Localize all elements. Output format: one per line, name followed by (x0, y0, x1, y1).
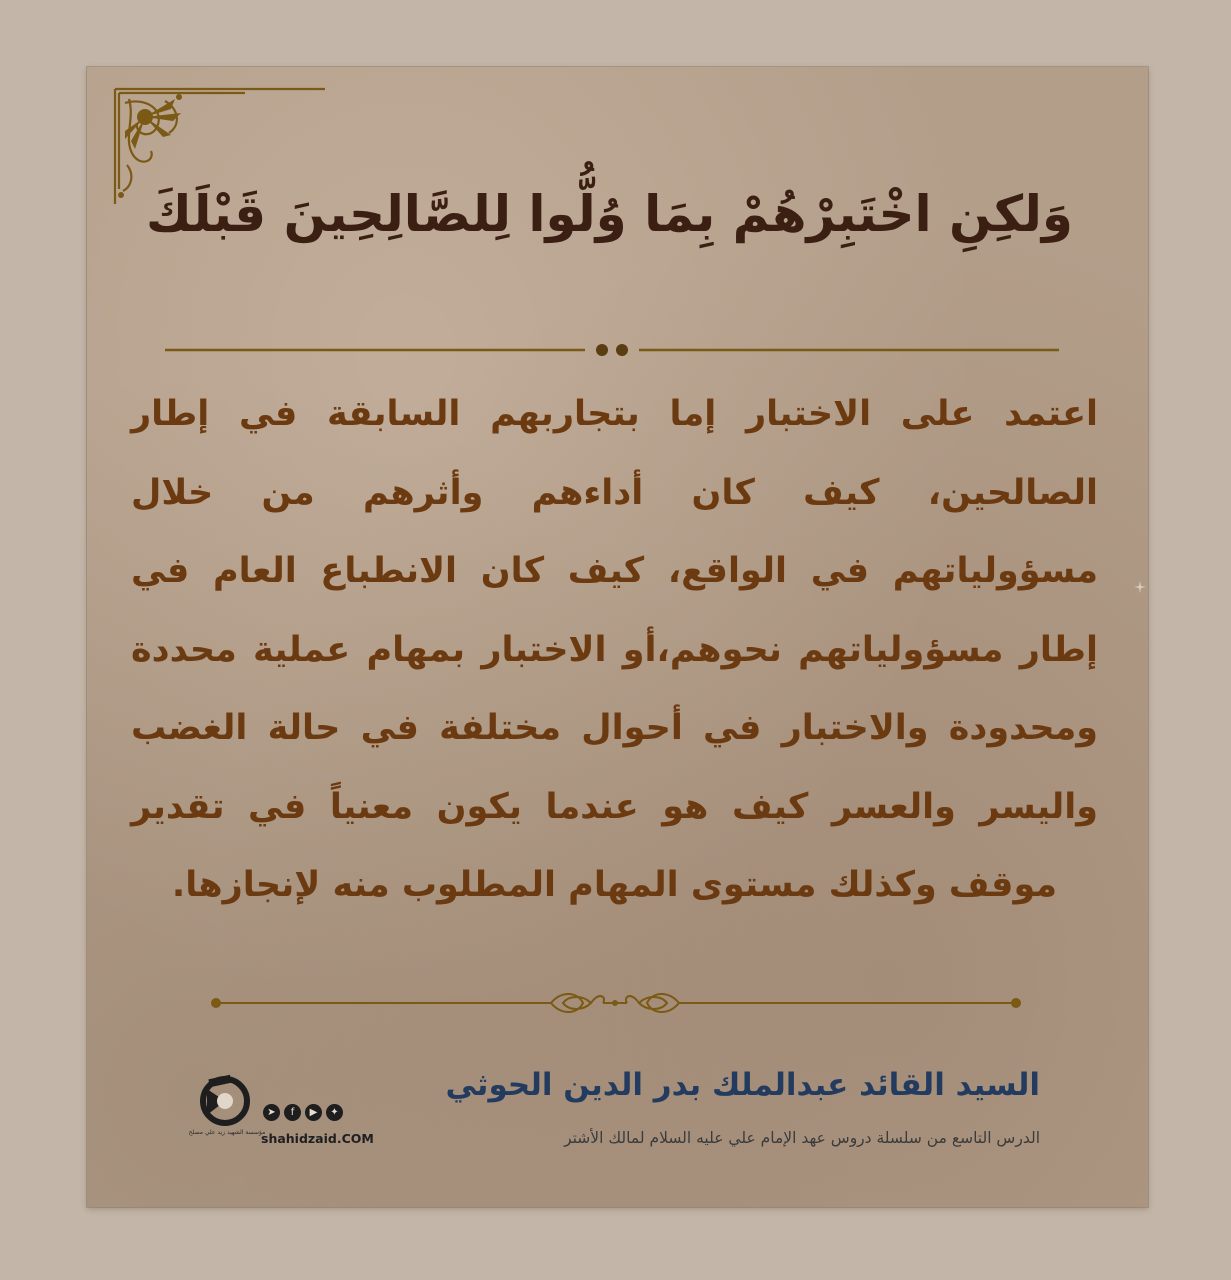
sparkle-icon (1134, 581, 1146, 593)
quote-card (87, 67, 1148, 1207)
facebook-icon[interactable]: f (284, 1104, 301, 1121)
bottom-divider (211, 983, 1021, 1023)
quote-body: اعتمد على الاختبار إما بتجاربهم السابقة في إطار الصالحين، كيف كان أداءهم وأثرهم من خلال مسؤولياتهم في الواقع، كيف كان الانطباع العام في إطار مسؤولياتهم نحوهم،أو الاختبار بمهام عملية محددة ومحدودة والاختبار في أحوال مختلفة في حالة الغضب واليسر والعسر كيف هو عندما يكون معنياً في تقدير موقف وكذلك مستوى المهام المطلوب منه لإنجازها. (131, 394, 1098, 905)
telegram-icon[interactable]: ➤ (263, 1104, 280, 1121)
twitter-icon[interactable]: ✦ (326, 1104, 343, 1121)
publisher-logo (187, 1067, 387, 1157)
top-divider (165, 337, 1059, 363)
speaker-name: السيد القائد عبدالملك بدر الدين الحوثي (445, 1067, 1040, 1103)
social-icons (263, 1104, 343, 1121)
page-title: وَلكِنِ اخْتَبِرْهُمْ بِمَا وُلُّوا لِلصَّالِحِينَ قَبْلَكَ (146, 185, 1073, 243)
lesson-subtitle: الدرس التاسع من سلسلة دروس عهد الإمام علي عليه السلام لمالك الأشتر (564, 1129, 1040, 1147)
foundation-emblem-icon (195, 1071, 251, 1127)
youtube-icon[interactable]: ▶ (305, 1104, 322, 1121)
foundation-name: مؤسسة الشهيد زيد علي مصلح (188, 1129, 266, 1136)
website-link[interactable]: shahidzaid.COM (261, 1131, 374, 1146)
